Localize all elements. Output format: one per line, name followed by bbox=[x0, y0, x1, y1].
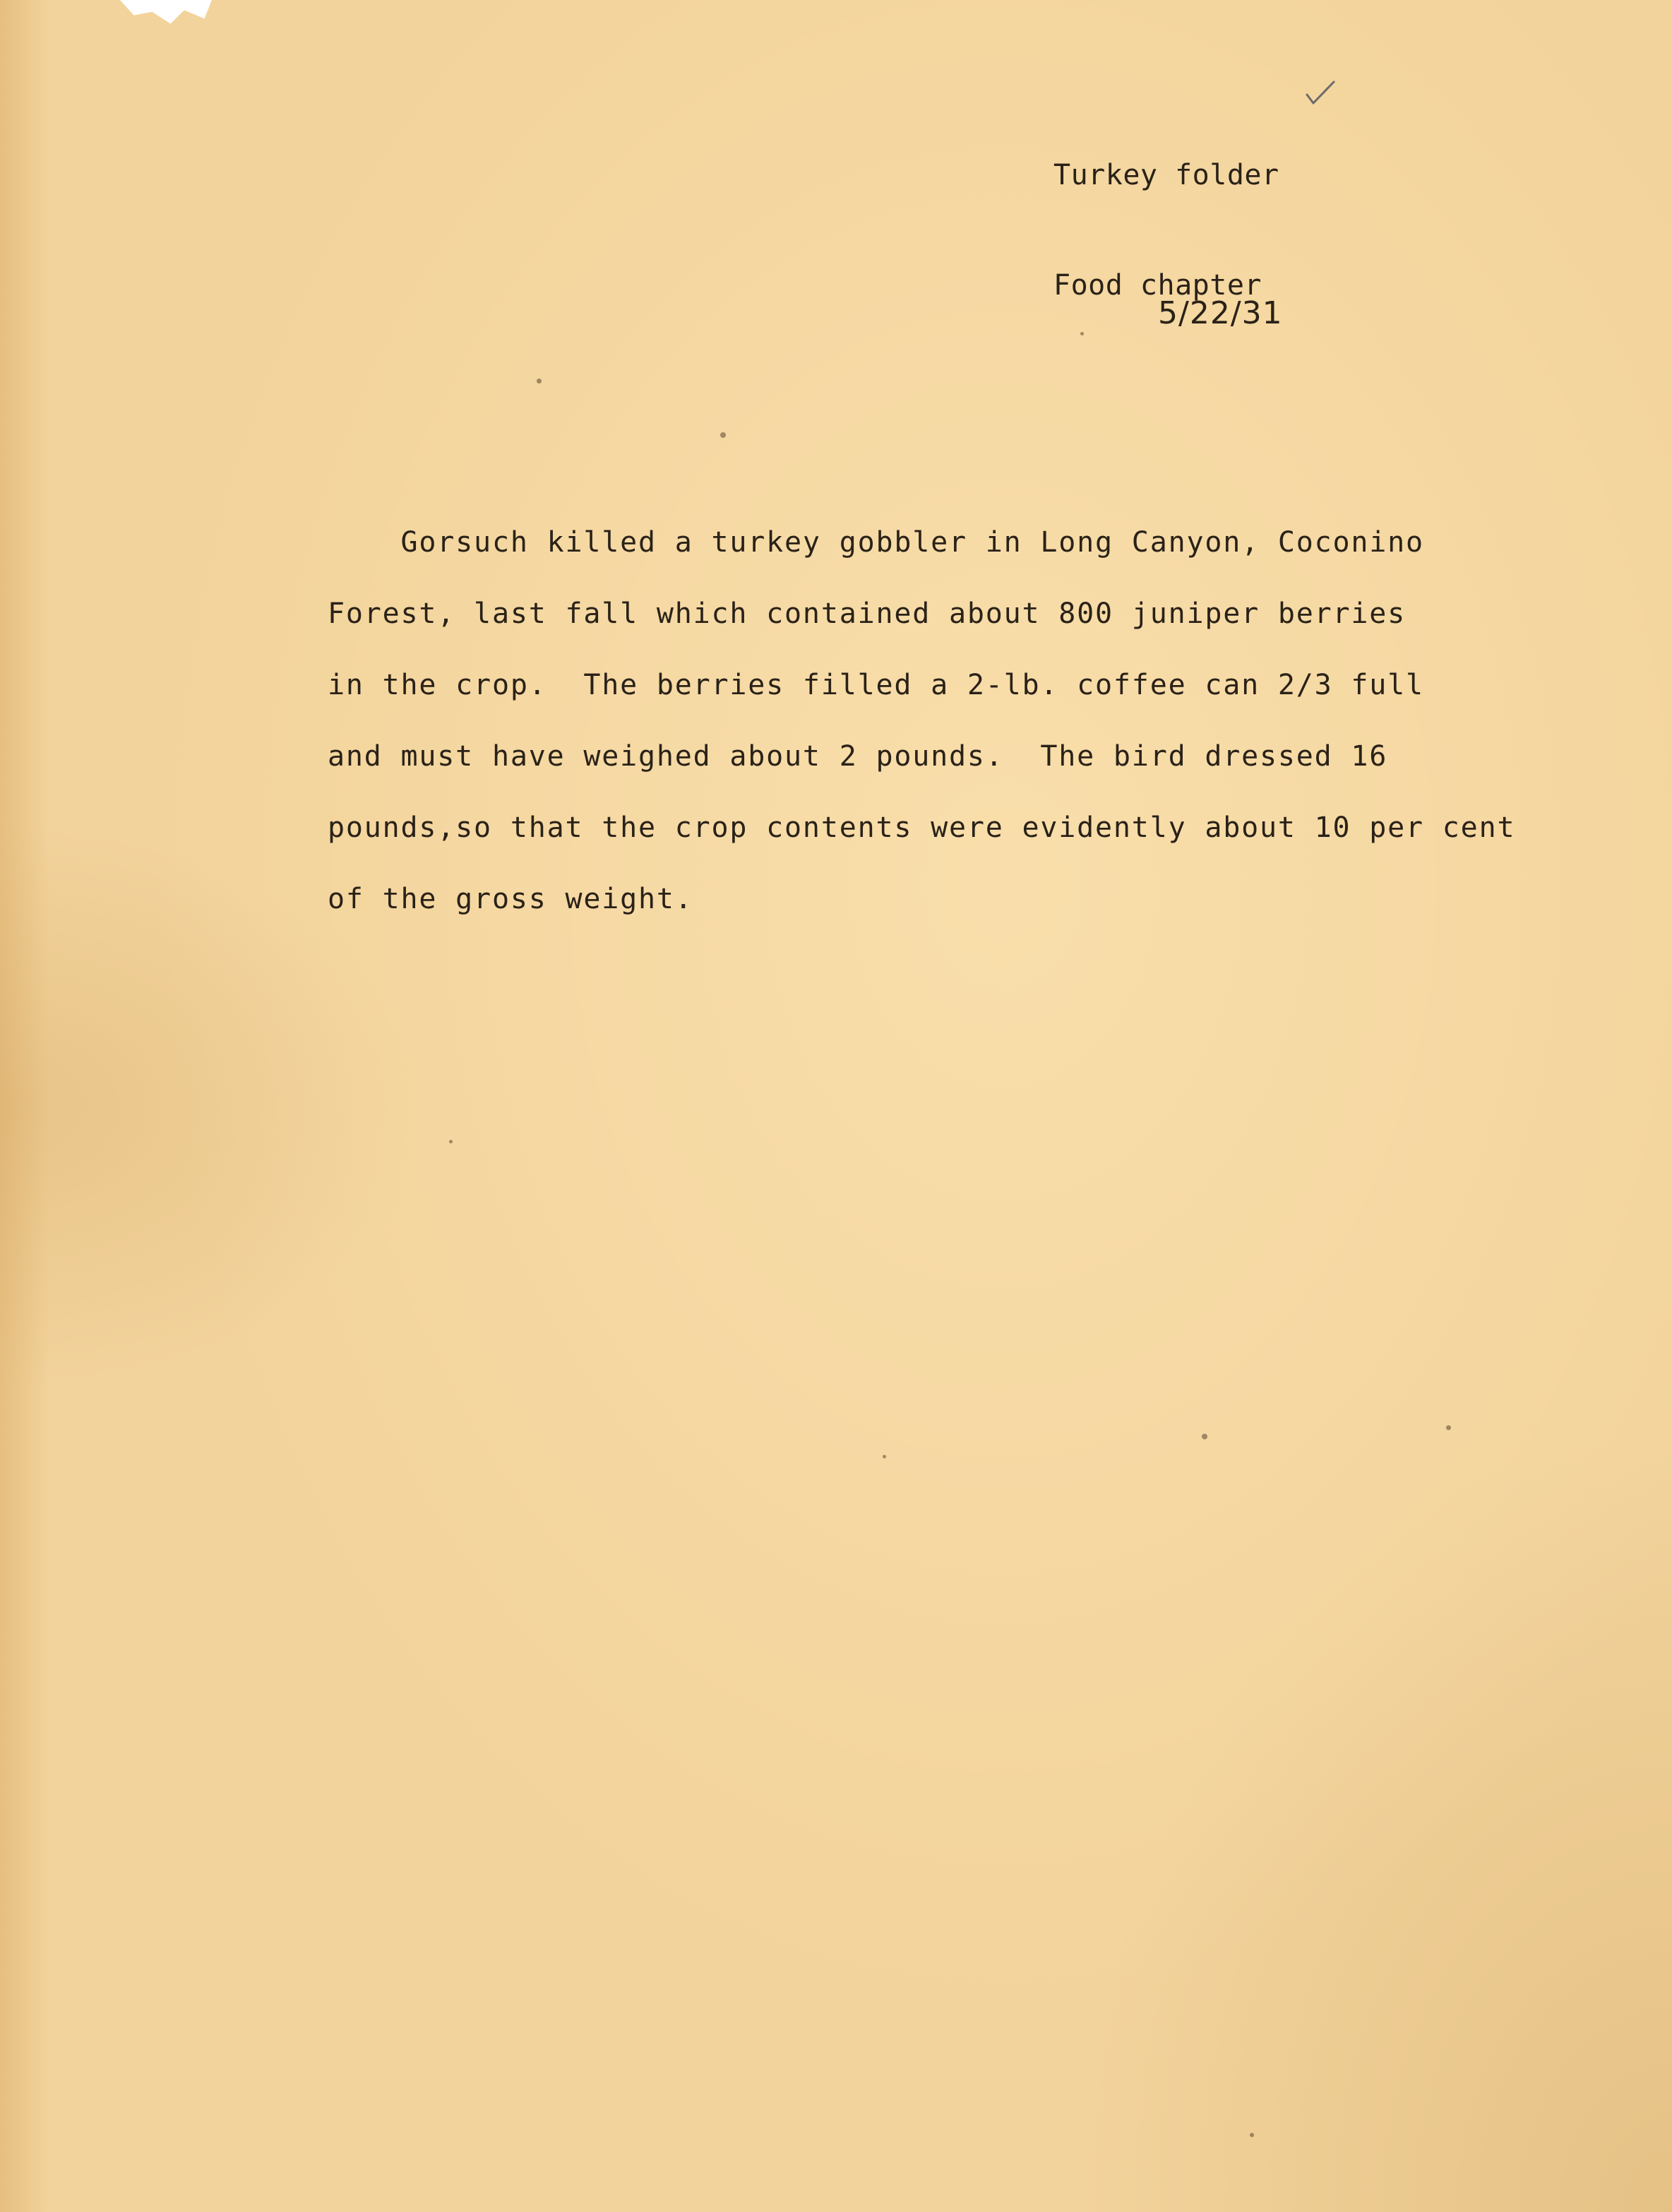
chapter-label: Food chapter bbox=[1053, 269, 1262, 302]
document-date: 5/22/31 bbox=[1158, 295, 1283, 331]
body-line: Forest, last fall which contained about 800 juniper berries bbox=[328, 597, 1407, 630]
check-mark-icon bbox=[1305, 79, 1336, 107]
body-line: Gorsuch killed a turkey gobbler in Long Canyon, Coconino bbox=[328, 526, 1424, 559]
body-line: in the crop. The berries filled a 2-lb. coffee can 2/3 full bbox=[328, 669, 1424, 701]
body-line: and must have weighed about 2 pounds. The bird dressed 16 bbox=[328, 740, 1388, 773]
memo-body bbox=[328, 507, 1516, 935]
body-line: pounds,so that the crop contents were evidently about 10 per cent bbox=[328, 811, 1516, 844]
torn-corner bbox=[120, 0, 212, 34]
body-line: of the gross weight. bbox=[328, 883, 693, 915]
paper-edge-shading bbox=[0, 0, 49, 2212]
folder-note bbox=[1053, 83, 1279, 377]
folder-label: Turkey folder bbox=[1053, 159, 1279, 191]
